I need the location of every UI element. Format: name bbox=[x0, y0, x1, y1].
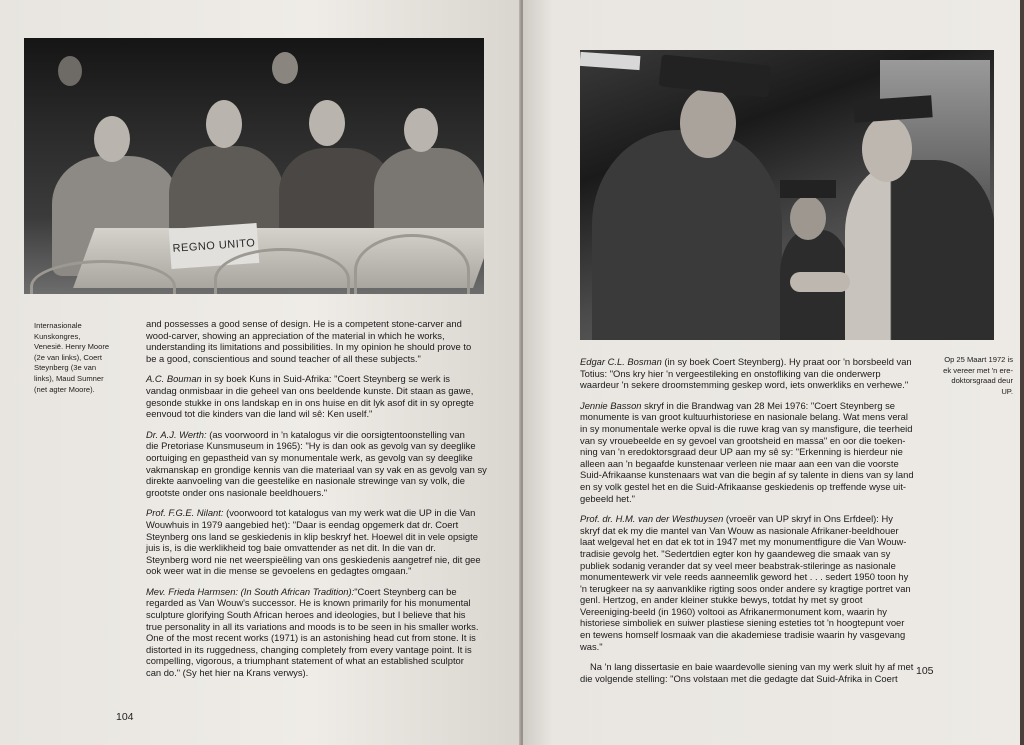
right-page bbox=[523, 0, 1020, 745]
academic-cap bbox=[780, 180, 836, 198]
country-sign: REGNO UNITO bbox=[169, 223, 260, 269]
quote-harmsen: Mev. Frieda Harmsen: (In South African Tradition):"Coert Steynberg can be regarded as Van Wouw's successor. He is known primarily for his monumental sculpture glorifying South African heroes and ideologies, but I believe that his true personality in all its variations and moods is to be seen in his smaller works. One of the most recent works (1971) is an astonishing head cut from stone. It is distorted in its ruggedness, changing completely from every vantage point. It is compelling, vigorous, a triumphant statement of what an established sculptor can do." (Sy het hier na Krans verwys). bbox=[146, 585, 479, 679]
caption-line: Kunskongres, bbox=[34, 331, 81, 341]
caption-line: UP. bbox=[1001, 386, 1013, 396]
caption-line: Steynberg (3e van bbox=[34, 363, 97, 373]
page-number-left: 104 bbox=[116, 711, 134, 723]
person-head bbox=[309, 100, 345, 146]
person-head bbox=[58, 56, 82, 86]
caption-line: doktorsgraad deur bbox=[951, 376, 1013, 386]
photo-caption bbox=[34, 321, 134, 395]
left-body-text bbox=[146, 318, 496, 688]
person-head bbox=[404, 108, 438, 152]
congress-photo bbox=[24, 38, 484, 294]
intro-paragraph: and possesses a good sense of design. He is a competent stone-carver and wood-carver, showing an appreciation of the material in which he works, understanding its limitations and possibilities. In my opinion he should prove to be a good, conscientious and sound teacher of all these subjects." bbox=[146, 318, 472, 364]
caption-line: Internasionale bbox=[34, 321, 82, 330]
closing-paragraph: Na 'n lang dissertasie en baie waardevolle siening van my werk sluit hy af met die volgende stelling: "Ons volstaan met die gedagte dat Suid-Afrika in Coert bbox=[580, 661, 914, 684]
quote-nilant: Prof. F.G.E. Nilant: (voorwoord tot katalogus van my werk wat die UP in die Van Wouwhuis in 1979 aangebied het): "Daar is eendag opgemerk dat dr. Coert Steynberg ons land se geskiedenis in klip beskryf het. Hoewel dit in vele opsigte juis is, is die werklikheid tog baie omvattender as net dit. In die van dr. Steynberg word nie net weerspieëling van ons geskiedenis aangetref nie, dit gee ook weer wat in die mense se gevoelens en gedagtes omgaan." bbox=[146, 507, 481, 577]
person-head bbox=[272, 52, 298, 84]
caption-line: (net agter Moore). bbox=[34, 384, 95, 394]
quote-bouman: A.C. Bouman in sy boek Kuns in Suid-Afrika: "Coert Steynberg se werk is vandag onmisbaar in die geheel van ons beeldende kunste. Dit staan as gawe, gesonde stukke in ons landskap en in ons huise en dit lyk asof dit in sy opregte eenvoud tot die kinders van die land wil sê: Ken uself." bbox=[146, 373, 474, 420]
person-head bbox=[790, 196, 826, 240]
caption-line: ek vereer met 'n ere- bbox=[943, 365, 1013, 375]
academic-robe bbox=[592, 130, 782, 340]
caption-line: Op 25 Maart 1972 is bbox=[944, 355, 1013, 364]
person-head bbox=[94, 116, 130, 162]
quote-westhuysen: Prof. dr. H.M. van der Westhuysen (vroeër van UP skryf in Ons Erfdeel): Hy skryf dat ek my die mantel van Van Wouw as nasionale Afrikaner-beeldhouer laat welgeval het en dat ek tot in 1947 met my monumentfigure die Van Wouw- tradisie gevolg het. "Sedertdien egter kon hy gaandeweg die smaak van sy publiek sodanig verander dat sy veel meer beabstrak-stileringe as nasionale monumentewerk vir vele reeds aanneemlik geword het . . . sedert 1950 toon hy 'n terugkeer na sy aanvanklike rigting soos onder andere sy kragtige portret van genl. Hertzog, en ander kleiner stukke bewys, totdat hy met sy groot Vereeniging-beeld (in 1960) voltooi as Afrikanermonument kom, waarin hy historiese simboliek en suiwer plastiese siening esteties tot 'n hoogtepunt voer en tewens homself losmaak van die akademiese tradisie waarin hy vasgevang was." bbox=[580, 513, 911, 652]
person-head bbox=[680, 88, 736, 158]
academic-robe bbox=[845, 160, 994, 340]
photo-caption bbox=[923, 355, 1013, 397]
right-body-text bbox=[580, 356, 930, 693]
person-head bbox=[862, 116, 912, 182]
caption-line: Venesië. Henry Moore bbox=[34, 342, 110, 352]
caption-line: (2e van links), Coert bbox=[34, 352, 102, 362]
handshake bbox=[790, 272, 850, 292]
page-number-right: 105 bbox=[916, 665, 934, 677]
quote-werth: Dr. A.J. Werth: (as voorwoord in 'n katalogus vir die oorsigtentoonstelling van die Pretoriase Kunsmuseum in 1965): "Hy is dan ook as gevolg van sy deeglike oortuiging en gepastheid van sy monumentale werk, as gevolg van sy deeglike vakmanskap en grondige kennis van die materiaal van sy vak en as gevolg van sy direkte aanvoeling van die geestelike en nasionale strewinge van sy volk, die grootste onder ons nasionale beeldhouers." bbox=[146, 428, 487, 498]
caption-line: links), Maud Sumner bbox=[34, 373, 104, 383]
graduation-photo bbox=[580, 50, 994, 340]
quote-bosman: Edgar C.L. Bosman (in sy boek Coert Steynberg). Hy praat oor 'n borsbeeld van Totius: "Ons kry hier 'n vergeestileking en onstofliking van die onderwerp waardeur 'n sekere droomstemming geskep word, iets onwerkliks en verhewe." bbox=[580, 356, 912, 391]
person-head bbox=[206, 100, 242, 148]
quote-basson: Jennie Basson skryf in die Brandwag van 28 Mei 1976: "Coert Steynberg se monumente is van groot kultuurhistoriese en nasionale belang. Wat mens veral in sy monumentale werke opval is die ruwe krag van sy mansfigure, die teerheid van sy vrouebeelde en sy gevoel van grootsheid en massa" en oor die toeken- ning van 'n eredoktorsgraad deur UP aan my sê sy: "Erkenning is hierdeur nie alleen aan 'n begaafde kunstenaar verleen nie maar aan een van die voorste Suid-Afrikaanse kunstenaars wat van die begin af sy talente in diens van sy land en sy volk gestel het en die Suid-Afrikaanse geskiedenis op treffende wyse uit- gebeeld het." bbox=[580, 399, 914, 504]
